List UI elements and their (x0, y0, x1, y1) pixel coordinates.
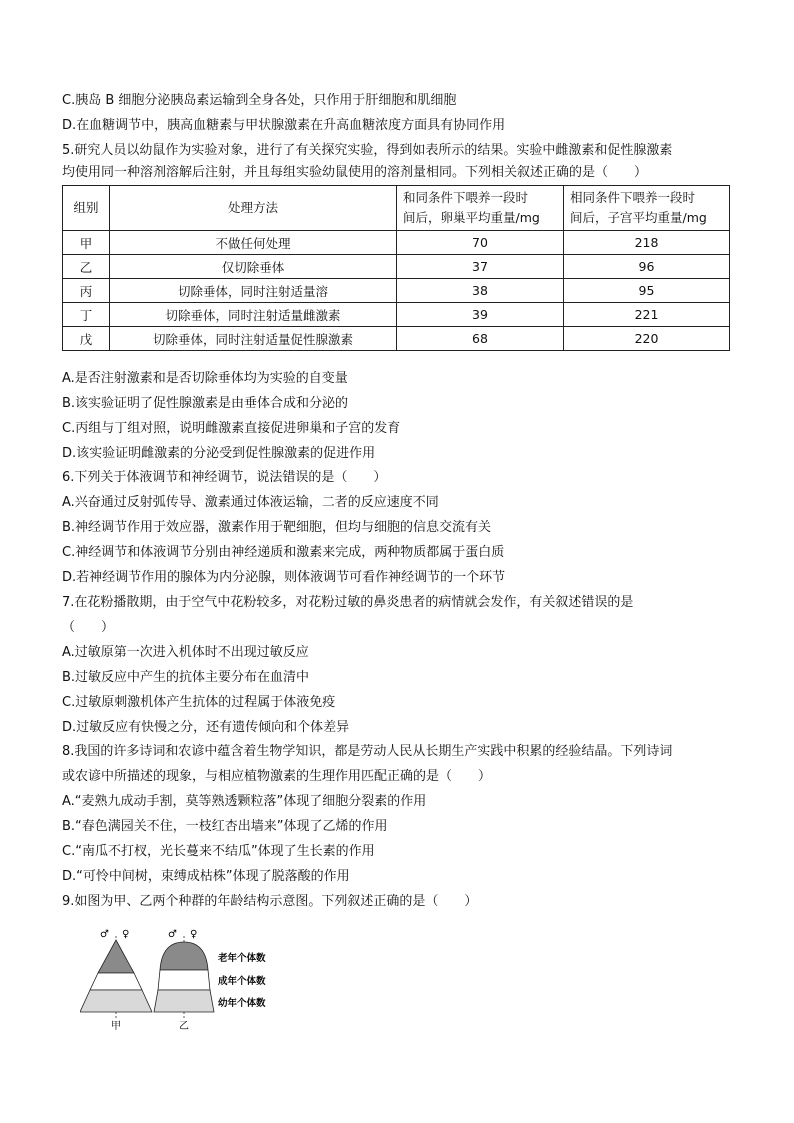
header-ovary-line2: 间后，卵巢平均重量/mg (403, 210, 540, 225)
male-symbol-jia: ♂ (100, 929, 109, 940)
female-symbol-jia: ♀ (122, 929, 130, 940)
q4-option-d: D.在血糖调节中，胰高血糖素与甲状腺激素在升高血糖浓度方面具有协同作用 (62, 118, 506, 133)
cell-uterus: 220 (564, 327, 730, 351)
pyramid-yi (154, 936, 214, 1020)
q5-stem-line2: 均使用同一种溶剂溶解后注射，并且每组实验幼鼠使用的溶剂量相同。下列相关叙述正确的是（ ） (62, 165, 648, 180)
cell-group: 丙 (63, 279, 110, 303)
q8-option-b: B.“春色满园关不住，一枝红杏出墙来”体现了乙烯的作用 (62, 819, 388, 834)
q6-option-b: B.神经调节作用于效应器，激素作用于靶细胞，但均与细胞的信息交流有关 (62, 520, 492, 535)
q7-option-d: D.过敏反应有快慢之分，还有遗传倾向和个体差异 (62, 720, 350, 735)
q8-option-c: C.“南瓜不打杈，光长蔓来不结瓜”体现了生长素的作用 (62, 844, 375, 859)
q6-stem: 6.下列关于体液调节和神经调节，说法错误的是（ ） (62, 470, 387, 485)
male-symbol-yi: ♂ (168, 929, 177, 940)
q7-stem-line1: 7.在花粉播散期，由于空气中花粉较多，对花粉过敏的鼻炎患者的病情就会发作，有关叙述错误的是 (62, 595, 634, 610)
cell-method: 切除垂体，同时注射适量溶 (110, 279, 397, 303)
legend-old: 老年个体数 (218, 953, 266, 964)
q8-option-a: A.“麦熟九成动手割，莫等熟透颗粒落”体现了细胞分裂素的作用 (62, 794, 427, 809)
q5-option-b: B.该实验证明了促性腺激素是由垂体合成和分泌的 (62, 396, 349, 411)
label-jia: 甲 (111, 1021, 121, 1032)
header-uterus (564, 186, 730, 231)
cell-uterus: 218 (564, 231, 730, 255)
q6-option-c: C.神经调节和体液调节分别由神经递质和激素来完成，两种物质都属于蛋白质 (62, 545, 505, 560)
cell-uterus: 95 (564, 279, 730, 303)
table-row (63, 303, 730, 327)
cell-uterus: 221 (564, 303, 730, 327)
q5-option-c: C.丙组与丁组对照，说明雌激素直接促进卵巢和子宫的发育 (62, 421, 401, 436)
cell-ovary: 38 (397, 279, 564, 303)
cell-method: 仅切除垂体 (110, 255, 397, 279)
table-row (63, 255, 730, 279)
header-uterus-line2: 间后，子宫平均重量/mg (570, 210, 707, 225)
cell-group: 乙 (63, 255, 110, 279)
header-uterus-line1: 相同条件下喂养一段时 (570, 190, 696, 205)
q5-option-d: D.该实验证明雌激素的分泌受到促性腺激素的促进作用 (62, 446, 376, 461)
female-symbol-yi: ♀ (190, 929, 198, 940)
q6-option-a: A.兴奋通过反射弧传导、激素通过体液运输，二者的反应速度不同 (62, 495, 439, 510)
q6-option-d: D.若神经调节作用的腺体为内分泌腺，则体液调节可看作神经调节的一个环节 (62, 570, 506, 585)
q5-stem-line1: 5.研究人员以幼鼠作为实验对象，进行了有关探究实验，得到如表所示的结果。实验中雌激素和促性腺激素 (62, 143, 673, 158)
cell-group: 戊 (63, 327, 110, 351)
q8-stem-line1: 8.我国的许多诗词和农谚中蕴含着生物学知识，都是劳动人民从长期生产实践中积累的经验结晶。下列诗词 (62, 744, 673, 759)
cell-ovary: 68 (397, 327, 564, 351)
pyramid-jia (80, 936, 152, 1020)
header-ovary-line1: 和同条件下喂养一段时 (403, 190, 529, 205)
q4-option-c: C.胰岛 B 细胞分泌胰岛素运输到全身各处，只作用于肝细胞和肌细胞 (62, 93, 457, 108)
q5-option-a: A.是否注射激素和是否切除垂体均为实验的自变量 (62, 371, 348, 386)
header-method: 处理方法 (110, 186, 397, 231)
header-ovary (397, 186, 564, 231)
table-row (63, 231, 730, 255)
table-header-row (63, 186, 730, 231)
q7-option-b: B.过敏反应中产生的抗体主要分布在血清中 (62, 670, 310, 685)
cell-method: 切除垂体，同时注射适量促性腺激素 (110, 327, 397, 351)
q9-stem: 9.如图为甲、乙两个种群的年龄结构示意图。下列叙述正确的是（ ） (62, 894, 478, 909)
legend-adult: 成年个体数 (218, 976, 266, 987)
header-group: 组别 (63, 186, 110, 231)
cell-ovary: 39 (397, 303, 564, 327)
age-structure-figure (80, 928, 290, 1033)
cell-method: 切除垂体，同时注射适量雌激素 (110, 303, 397, 327)
cell-uterus: 96 (564, 255, 730, 279)
cell-group: 甲 (63, 231, 110, 255)
q8-option-d: D.“可怜中间树，束缚成枯株”体现了脱落酸的作用 (62, 869, 350, 884)
table-row (63, 327, 730, 351)
cell-group: 丁 (63, 303, 110, 327)
experiment-table (62, 185, 730, 351)
label-yi: 乙 (179, 1021, 189, 1032)
cell-method: 不做任何处理 (110, 231, 397, 255)
cell-ovary: 70 (397, 231, 564, 255)
q7-stem-line2: （ ） (62, 620, 115, 635)
table-row (63, 279, 730, 303)
cell-ovary: 37 (397, 255, 564, 279)
q7-option-a: A.过敏原第一次进入机体时不出现过敏反应 (62, 645, 309, 660)
q7-option-c: C.过敏原刺激机体产生抗体的过程属于体液免疫 (62, 695, 336, 710)
q8-stem-line2: 或农谚中所描述的现象，与相应植物激素的生理作用匹配正确的是（ ） (62, 769, 492, 784)
legend-young: 幼年个体数 (218, 998, 266, 1009)
